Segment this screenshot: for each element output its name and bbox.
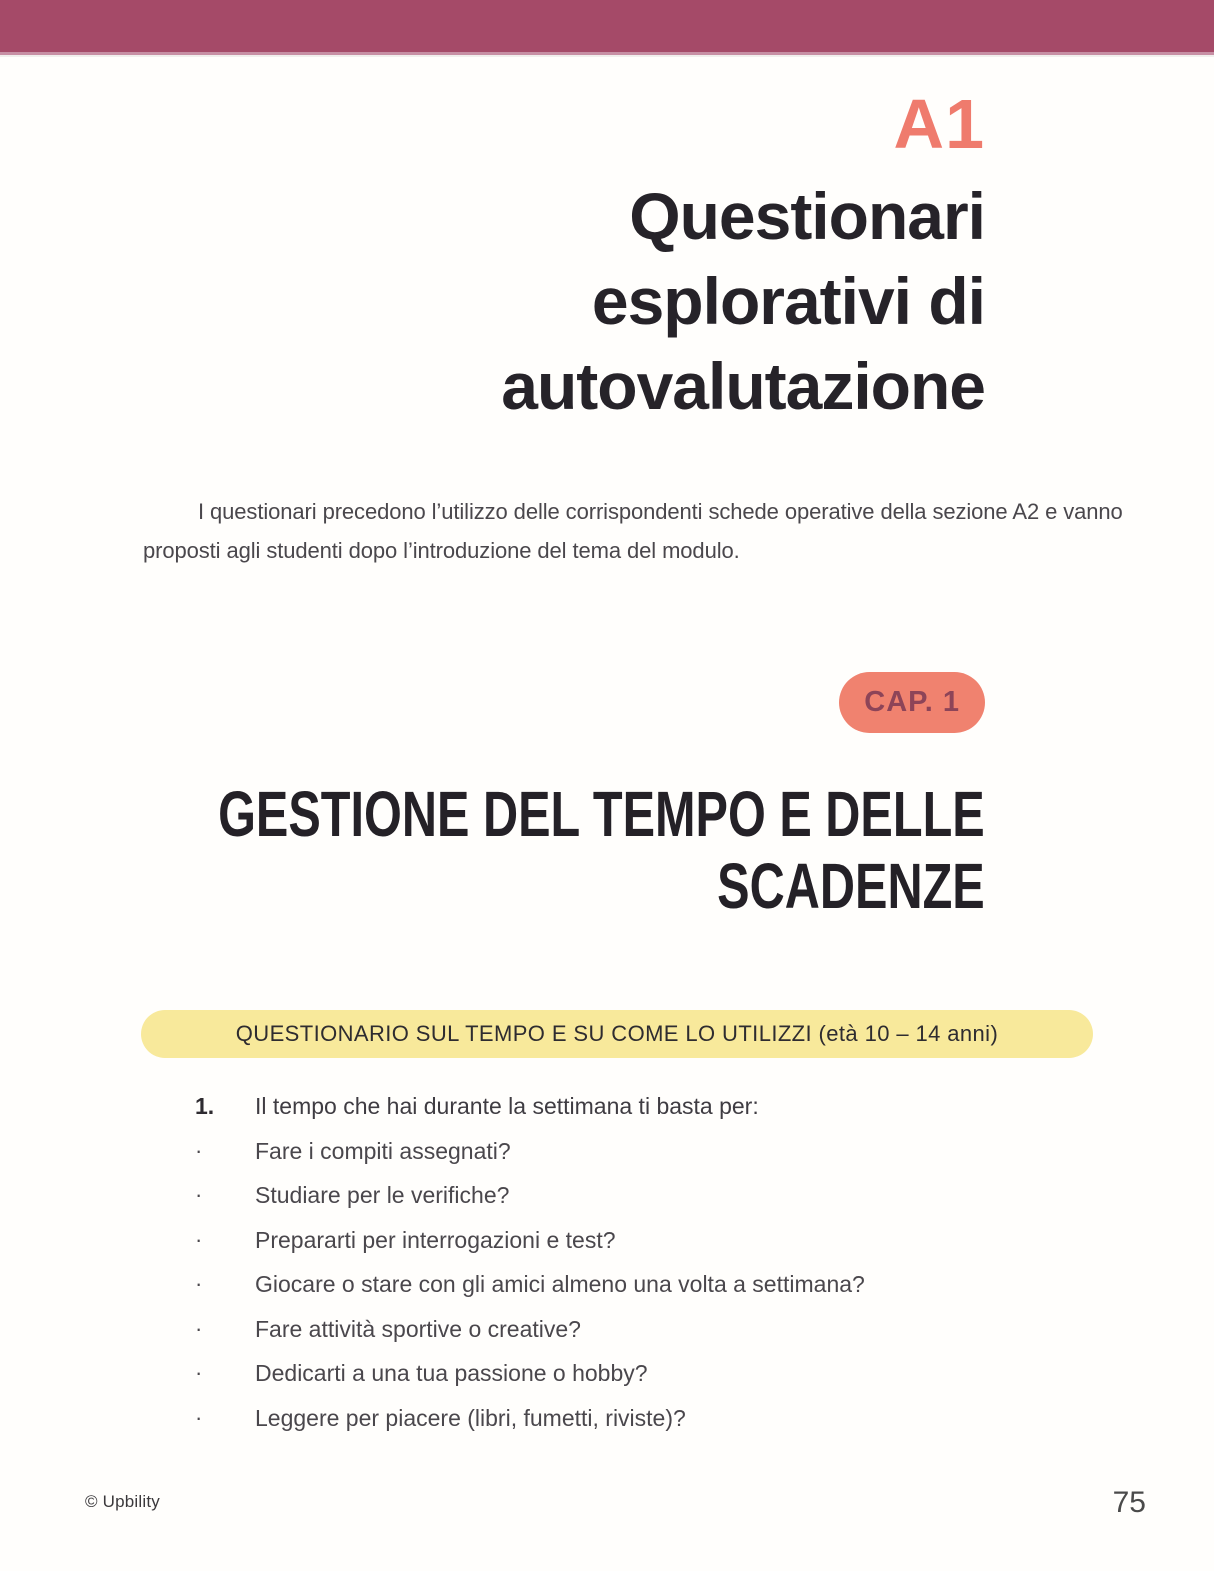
- list-item-text: Studiare per le verifiche?: [255, 1182, 510, 1208]
- chapter-title: [218, 778, 985, 922]
- bullet-icon: ·: [195, 1226, 203, 1252]
- list-item-text: Leggere per piacere (libri, fumetti, riviste)?: [255, 1404, 686, 1431]
- list-item: [195, 1315, 1095, 1343]
- list-item-text: Fare i compiti assegnati?: [255, 1137, 511, 1164]
- bullet-icon: ·: [195, 1271, 203, 1296]
- bullet-icon: ·: [195, 1315, 203, 1341]
- chapter-badge: [839, 672, 985, 733]
- page-title-line-3: autovalutazione: [501, 349, 985, 423]
- intro-paragraph: I questionari precedono l’utilizzo delle corrispondenti schede operative della sezione A2 e vanno proposti agli studenti dopo l’introduzione del tema del modulo.: [143, 499, 1123, 563]
- list-item-text: Prepararti per interrogazioni e test?: [255, 1226, 616, 1253]
- top-color-band: [0, 0, 1214, 52]
- list-item-text: Giocare o stare con gli amici almeno una volta a settimana?: [255, 1271, 865, 1297]
- bullet-icon: ·: [195, 1360, 203, 1385]
- list-item-text: Dedicarti a una tua passione o hobby?: [255, 1360, 648, 1386]
- item-text: Il tempo che hai durante la settimana ti basta per:: [255, 1093, 759, 1119]
- top-band-shadow-line: [0, 55, 1214, 57]
- questionnaire-list: [195, 1092, 1095, 1448]
- list-item: [195, 1181, 1095, 1209]
- item-number: 1.: [195, 1093, 215, 1119]
- page-title-line-2: esplorativi di: [591, 264, 985, 338]
- chapter-title-line-2: SCADENZE: [717, 850, 985, 922]
- chapter-title-line-1: GESTIONE DEL TEMPO E DELLE: [218, 778, 985, 850]
- page-title-line-1: Questionari: [629, 179, 985, 253]
- bullet-icon: ·: [195, 1182, 203, 1207]
- list-item: [195, 1137, 1095, 1165]
- numbered-item: [195, 1092, 1095, 1120]
- page-number: 75: [1112, 1486, 1146, 1519]
- list-item: [195, 1404, 1095, 1432]
- questionnaire-banner-label: QUESTIONARIO SUL TEMPO E SU COME LO UTILIZZI (età 10 – 14 anni): [235, 1021, 999, 1046]
- section-code: A1: [893, 85, 985, 163]
- chapter-badge-label: CAP. 1: [864, 686, 960, 718]
- questionnaire-banner: [141, 1010, 1093, 1058]
- list-item: [195, 1270, 1095, 1298]
- list-item: [195, 1359, 1095, 1387]
- bullet-icon: ·: [195, 1404, 203, 1430]
- list-item-text: Fare attività sportive o creative?: [255, 1315, 581, 1342]
- copyright-text: © Upbility: [85, 1492, 160, 1511]
- list-item: [195, 1226, 1095, 1254]
- bullet-icon: ·: [195, 1137, 203, 1163]
- page-title: [501, 174, 985, 429]
